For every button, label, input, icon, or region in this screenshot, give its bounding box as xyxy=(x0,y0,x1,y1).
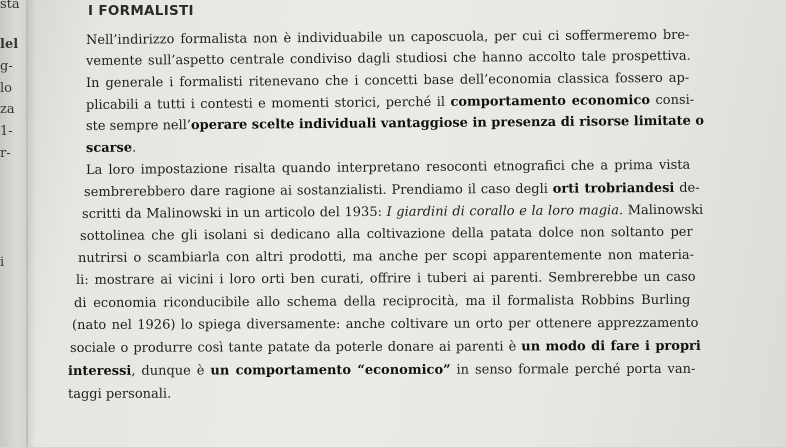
text-line: interessi, dunque è un comportamento “economico” in senso formale perché porta van- xyxy=(67,361,696,379)
key-term: scarse xyxy=(85,140,133,156)
text-line: In generale i formalisti ritenevano che i concetti base dell’economia classica fossero ap- xyxy=(85,70,690,91)
key-term: comportamento economico xyxy=(450,93,651,110)
text-line: Nell’indirizzo formalista non è individuabile un caposcuola, per cui ci soffermeremo bre- xyxy=(85,27,690,48)
text-line: nutrirsi o scambiarla con altri prodotti, ma anche per scopi apparentemente non materia- xyxy=(77,247,695,266)
margin-fragment: za xyxy=(0,102,15,117)
key-term: orti trobriandesi xyxy=(552,180,675,197)
text-line: vemente sull’aspetto centrale condiviso dagli studiosi che hanno accolto tale prospettiva. xyxy=(85,48,691,69)
margin-fragment: sta xyxy=(0,0,20,12)
margin-fragment: 1- xyxy=(0,124,13,139)
text-line: ste sempre nell’operare scelte individuali vantaggiose in presenza di risorse limitate o xyxy=(85,113,705,134)
key-term: interessi xyxy=(67,363,132,379)
text-line: sottolinea che gli isolani si dedicano alla coltivazione della patata dolce non soltanto per xyxy=(79,224,693,244)
text-line: scarse. xyxy=(85,140,137,156)
text-line: sociale o produrre così tante patate da poterle donare ai parenti è un modo di fare i propri xyxy=(69,338,701,356)
margin-fragment: i xyxy=(0,255,5,270)
text-line: scritti da Malinowski in un articolo del 1935: I giardini di corallo e la loro magia. Malinowski xyxy=(81,202,704,222)
text-line: taggi personali. xyxy=(67,386,172,402)
text-line: sembrerebbero dare ragione ai sostanzialisti. Prendiamo il caso degli orti trobriandesi de- xyxy=(83,180,700,200)
margin-fragment: g- xyxy=(0,59,13,74)
key-term: un modo di fare i propri xyxy=(521,338,701,355)
text-line: La loro impostazione risalta quando interpretano resoconti etnografici che a prima vista xyxy=(85,157,691,178)
text-line: li: mostrare ai vicini i loro orti ben curati, offrire i tuberi ai parenti. Sembrerebbe un caso xyxy=(75,269,696,288)
section-heading: I FORMALISTI xyxy=(88,3,194,19)
margin-fragment: lel xyxy=(0,37,19,52)
book-title: I giardini di corallo e la loro magia xyxy=(386,203,619,220)
text-line: plicabili a tutti i contesti e momenti storici, perché il comportamento economico consi- xyxy=(85,92,695,113)
key-term: operare scelte individuali vantaggiose in presenza di risorse limitate o xyxy=(190,113,705,134)
margin-fragment: r- xyxy=(0,146,11,161)
text-line: (nato nel 1926) lo spiega diversamente: anche coltivare un orto per ottenere apprezzamento xyxy=(71,315,699,333)
margin-fragment: lo xyxy=(0,81,12,96)
text-line: di economia riconducibile allo schema della reciprocità, ma il formalista Robbins Burling xyxy=(73,292,691,311)
key-term: un comportamento “economico” xyxy=(210,362,451,379)
page-fold-shadow xyxy=(26,0,36,447)
